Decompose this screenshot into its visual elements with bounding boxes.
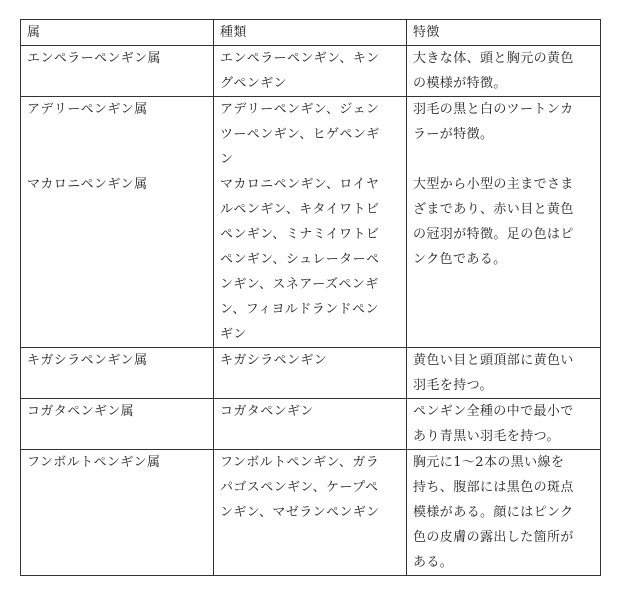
table-row — [21, 450, 601, 576]
genus-cell — [21, 450, 214, 576]
cell-text-line: グペンギン — [220, 76, 287, 91]
cell-text-line: ンク色である。 — [413, 252, 507, 267]
table-row — [21, 399, 601, 450]
cell-text-line: コガタペンギン属 — [27, 404, 135, 419]
species-cell — [214, 399, 407, 450]
cell-text-line: ンギン、スネアーズペンギ — [220, 277, 379, 292]
genus-cell — [21, 97, 214, 348]
cell-text-line: ある。 — [413, 555, 454, 570]
table-row — [21, 348, 601, 399]
cell-text-line: 模様がある。顔にはピンク — [413, 505, 574, 520]
species-cell — [214, 450, 407, 576]
cell-text-line: の冠羽が特徴。足の色はピ — [413, 227, 574, 242]
cell-text-line: の模様が特徴。 — [413, 76, 507, 91]
cell-text-line: キガシラペンギン — [220, 353, 328, 368]
genus-cell — [21, 348, 214, 399]
cell-text-line: ざまであり、赤い目と黄色 — [413, 202, 574, 217]
species-cell — [214, 348, 407, 399]
cell-text-line: ギン — [220, 327, 247, 342]
header-features: 特徴 — [407, 20, 601, 46]
cell-text-line: 大型から小型の主までさま — [413, 177, 574, 192]
blank-line — [413, 147, 594, 172]
cell-text-line: マカロニペンギン、ロイヤ — [220, 177, 380, 192]
blank-line — [27, 122, 207, 147]
table-body — [21, 46, 601, 576]
table-row — [21, 46, 601, 97]
cell-text-line: ラーが特徴。 — [413, 127, 494, 142]
cell-text-line: ンギン、マゼランペンギン — [220, 505, 380, 520]
cell-text-line: エンペラーペンギン属 — [27, 51, 161, 66]
header-species: 種類 — [214, 20, 407, 46]
header-genus: 属 — [21, 20, 214, 46]
cell-text-line: エンペラーペンギン、キン — [220, 51, 380, 66]
genus-cell — [21, 399, 214, 450]
cell-text-line: ン — [220, 152, 234, 167]
cell-text-line: 色の皮膚の露出した箇所が — [413, 530, 574, 545]
cell-text-line: ン、フィヨルドランドペン — [220, 302, 379, 317]
cell-text-line: アデリーペンギン、ジェン — [220, 102, 380, 117]
table-row — [21, 97, 601, 348]
features-cell — [407, 348, 601, 399]
cell-text-line: あり青黒い羽毛を持つ。 — [413, 429, 560, 444]
cell-text-line: 羽毛を持つ。 — [413, 378, 493, 393]
features-cell — [407, 450, 601, 576]
cell-text-line: フンボルトペンギン属 — [27, 455, 161, 470]
cell-text-line: 羽毛の黒と白のツートンカ — [413, 102, 574, 117]
cell-text-line: ルペンギン、キタイワトビ — [220, 202, 380, 217]
penguin-genus-table — [20, 19, 601, 576]
features-cell — [407, 97, 601, 348]
cell-text-line: フンボルトペンギン、ガラ — [220, 455, 380, 470]
cell-text-line: マカロニペンギン属 — [27, 177, 148, 192]
features-cell — [407, 399, 601, 450]
cell-text-line: ツーペンギン、ヒゲペンギ — [220, 127, 380, 142]
blank-line — [27, 147, 207, 172]
species-cell — [214, 97, 407, 348]
cell-text-line: コガタペンギン — [220, 404, 314, 419]
table-header-row — [21, 20, 601, 46]
species-cell — [214, 46, 407, 97]
cell-text-line: アデリーペンギン属 — [27, 102, 148, 117]
cell-text-line: 大きな体、頭と胸元の黄色 — [413, 51, 574, 66]
cell-text-line: ペンギン、シュレーターペ — [220, 252, 380, 267]
cell-text-line: 胸元に1～2本の黒い線を — [413, 455, 565, 470]
cell-text-line: 持ち、腹部には黒色の斑点 — [413, 480, 574, 495]
cell-text-line: キガシラペンギン属 — [27, 353, 148, 368]
cell-text-line: ペンギン全種の中で最小で — [413, 404, 574, 419]
genus-cell — [21, 46, 214, 97]
features-cell — [407, 46, 601, 97]
cell-text-line: パゴスペンギン、ケープペ — [220, 480, 379, 495]
cell-text-line: ペンギン、ミナミイワトビ — [220, 227, 380, 242]
cell-text-line: 黄色い目と頭頂部に黄色い — [413, 353, 574, 368]
